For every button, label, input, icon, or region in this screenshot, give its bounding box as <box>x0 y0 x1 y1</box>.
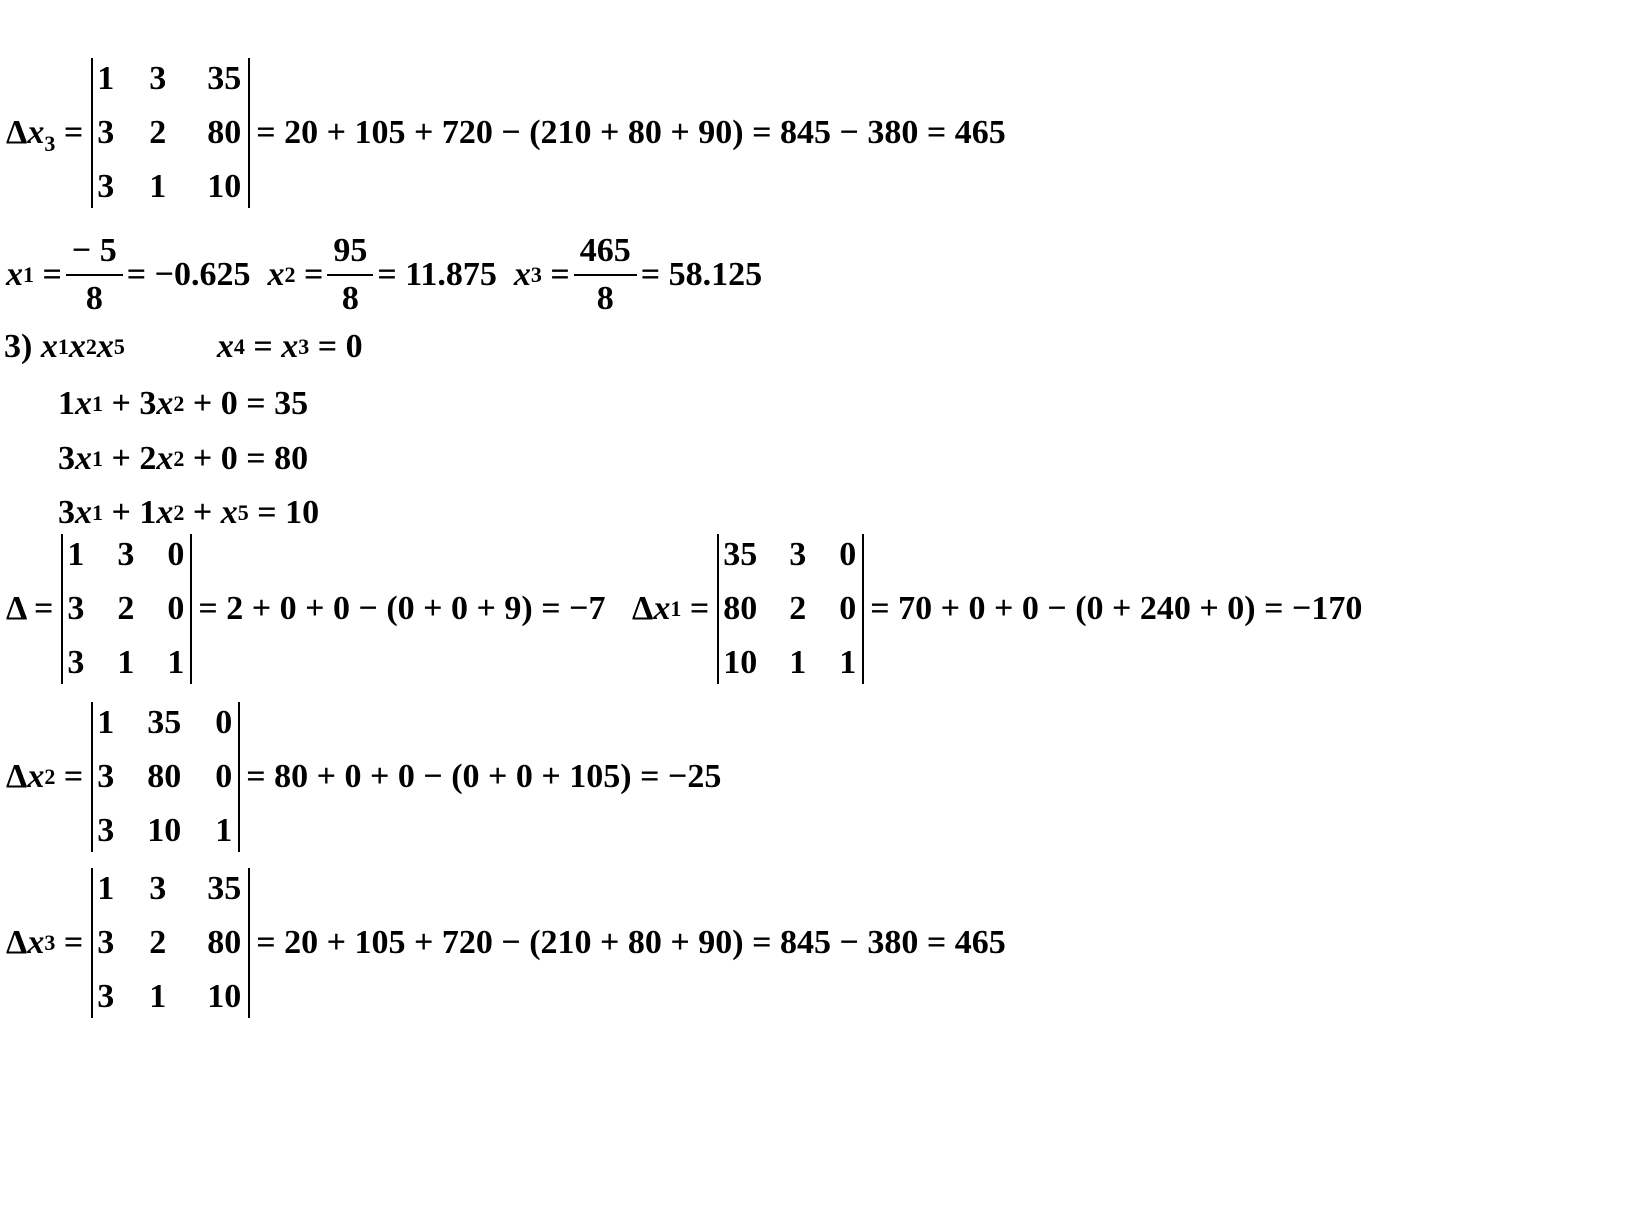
matrix-cell: 3 <box>97 978 115 1015</box>
matrix-cell: 35 <box>207 60 242 97</box>
delta-symbol: Δ <box>6 758 28 795</box>
delta-lhs: Δ = <box>6 590 54 627</box>
matrix-cell: 3 <box>97 168 115 205</box>
numerator: − 5 <box>66 228 123 276</box>
delta-symbol: Δ <box>632 590 654 627</box>
matrix-cell: 2 <box>149 924 167 961</box>
equals-sign: = <box>63 114 84 151</box>
matrix-cell: 3 <box>117 536 135 573</box>
delta-symbol: Δ <box>6 924 28 961</box>
coef: 3 <box>139 385 157 422</box>
variable-x2: x <box>267 256 285 293</box>
matrix-cell: 10 <box>207 168 242 205</box>
operator: + <box>111 385 131 422</box>
matrix-cell: 2 <box>117 590 135 627</box>
matrix-cell: 3 <box>149 870 167 907</box>
numerator: 95 <box>327 228 373 276</box>
expansion-result: = 2 + 0 + 0 − (0 + 0 + 9) = −7 <box>198 590 606 627</box>
rhs: = 10 <box>257 494 320 531</box>
matrix-cell: 35 <box>723 536 758 573</box>
system-equation-2: 3 x 1 + 2 x 2 + 0 = 80 <box>58 440 309 477</box>
value-x2: = 11.875 <box>377 256 497 293</box>
matrix-cell: 3 <box>789 536 807 573</box>
matrix-cell: 0 <box>215 704 233 741</box>
coef: 1 <box>139 494 157 531</box>
matrix-cell: 10 <box>207 978 242 1015</box>
operator: + <box>192 494 213 531</box>
matrix-cell: 80 <box>207 114 242 151</box>
delta-x1-equation: Δ x 1 = 35 3 0 80 2 0 10 1 1 = 70 + 0 + 0 − (0 + 240 + 0) = −170 <box>632 534 1362 684</box>
expansion-result: = 20 + 105 + 720 − (210 + 80 + 90) = 845 − 380 = 465 <box>256 924 1006 961</box>
operator: + <box>192 385 213 422</box>
matrix-cell: 80 <box>207 924 242 961</box>
coef: 3 <box>58 494 75 531</box>
matrix-cell: 1 <box>167 644 185 681</box>
variable-x: x <box>27 758 45 795</box>
subscript: 3 <box>44 131 56 156</box>
fraction-x2 <box>327 228 373 322</box>
denominator: 8 <box>341 280 359 317</box>
term: 0 <box>220 440 238 477</box>
matrix-cell: 1 <box>67 536 85 573</box>
solution-line: x 1 = $\frac{- 5}{8}$ = −0.625 x 2 = $\frac{95}{8}$ = 11.875 x 3 = $\frac{465}{8}$ = 58.125 <box>6 228 762 322</box>
zero-var-b: x <box>281 328 299 365</box>
system-equation-3: 3 x 1 + 1 x 2 + x 5 = 10 <box>58 494 320 531</box>
term: 0 <box>220 385 238 422</box>
basis-var: x <box>96 328 114 365</box>
value-x3: = 58.125 <box>640 256 763 293</box>
zero-value: = 0 <box>317 328 363 365</box>
matrix-cell: 2 <box>149 114 167 151</box>
determinant-matrix <box>91 58 250 208</box>
matrix-cell: 1 <box>149 978 167 1015</box>
matrix-cell: 1 <box>97 704 115 741</box>
rhs: = 35 <box>246 385 309 422</box>
matrix-cell: 1 <box>117 644 135 681</box>
matrix-cell: 3 <box>67 644 85 681</box>
coef: 3 <box>58 440 75 477</box>
matrix-cell: 80 <box>147 758 182 795</box>
matrix-cell: 1 <box>97 870 115 907</box>
matrix-cell: 1 <box>97 60 115 97</box>
delta-symbol: Δ <box>6 114 28 151</box>
matrix-cell: 1 <box>215 812 233 849</box>
matrix-cell: 0 <box>839 590 857 627</box>
rhs: = 80 <box>246 440 309 477</box>
matrix-cell: 3 <box>97 758 115 795</box>
determinant-matrix <box>717 534 864 684</box>
variable-x: x <box>27 924 45 961</box>
coef: 1 <box>58 385 75 422</box>
matrix-cell: 3 <box>149 60 167 97</box>
denominator: 8 <box>596 280 614 317</box>
operator: + <box>111 494 131 531</box>
delta-equation <box>6 534 605 684</box>
expansion-result: = 20 + 105 + 720 − (210 + 80 + 90) = 845 − 380 = 465 <box>256 114 1006 151</box>
zero-var-a: x <box>216 328 234 365</box>
matrix-cell: 3 <box>97 114 115 151</box>
var: x <box>220 494 238 531</box>
matrix-cell: 3 <box>97 924 115 961</box>
matrix-cell: 1 <box>789 644 807 681</box>
matrix-cell: 10 <box>147 812 182 849</box>
matrix-cell: 3 <box>97 812 115 849</box>
matrix-cell: 35 <box>147 704 182 741</box>
matrix-cell: 10 <box>723 644 758 681</box>
system-equation-1: 1 x 1 + 3 x 2 + 0 = 35 <box>58 385 309 422</box>
expansion-result: = 70 + 0 + 0 − (0 + 240 + 0) = −170 <box>870 590 1363 627</box>
variable-x: x <box>653 590 671 627</box>
variable-x3: x <box>513 256 531 293</box>
numerator: 465 <box>574 228 637 276</box>
operator: + <box>192 440 213 477</box>
delta-x3-equation-bottom: Δ x 3 = 1 3 35 3 2 80 3 1 10 = 20 + 105 + 720 − (210 + 80 + 90) = 845 − 380 = 465 <box>6 868 1006 1018</box>
matrix-cell: 0 <box>839 536 857 573</box>
matrix-cell: 2 <box>789 590 807 627</box>
variable-x1: x <box>6 256 23 293</box>
matrix-cell: 80 <box>723 590 758 627</box>
fraction-x3 <box>574 228 637 322</box>
matrix-cell: 0 <box>215 758 233 795</box>
determinant-matrix <box>61 534 192 684</box>
step3-heading: 3) x 1 x 2 x 5 x 4 = x 3 = 0 <box>4 328 363 365</box>
basis-var: x <box>68 328 86 365</box>
determinant-matrix <box>91 868 250 1018</box>
delta-x2-equation: Δ x 2 = 1 35 0 3 80 0 3 10 1 = 80 + 0 + 0 − (0 + 0 + 105) = −25 <box>6 702 721 852</box>
matrix-cell: 1 <box>839 644 857 681</box>
operator: + <box>111 440 131 477</box>
matrix-cell: 1 <box>149 168 167 205</box>
delta-x3-lhs <box>6 114 84 156</box>
variable-x: x <box>27 114 45 151</box>
matrix-cell: 3 <box>67 590 85 627</box>
basis-var: x <box>40 328 58 365</box>
denominator: 8 <box>85 280 103 317</box>
delta-x3-equation-top <box>6 58 1006 208</box>
fraction-x1 <box>66 228 123 322</box>
matrix-cell: 0 <box>167 536 185 573</box>
coef: 2 <box>139 440 157 477</box>
determinant-matrix <box>91 702 240 852</box>
step-label: 3) <box>4 328 33 365</box>
matrix-cell: 0 <box>167 590 185 627</box>
value-x1: = −0.625 <box>126 256 251 293</box>
expansion-result: = 80 + 0 + 0 − (0 + 0 + 105) = −25 <box>246 758 722 795</box>
matrix-cell: 35 <box>207 870 242 907</box>
